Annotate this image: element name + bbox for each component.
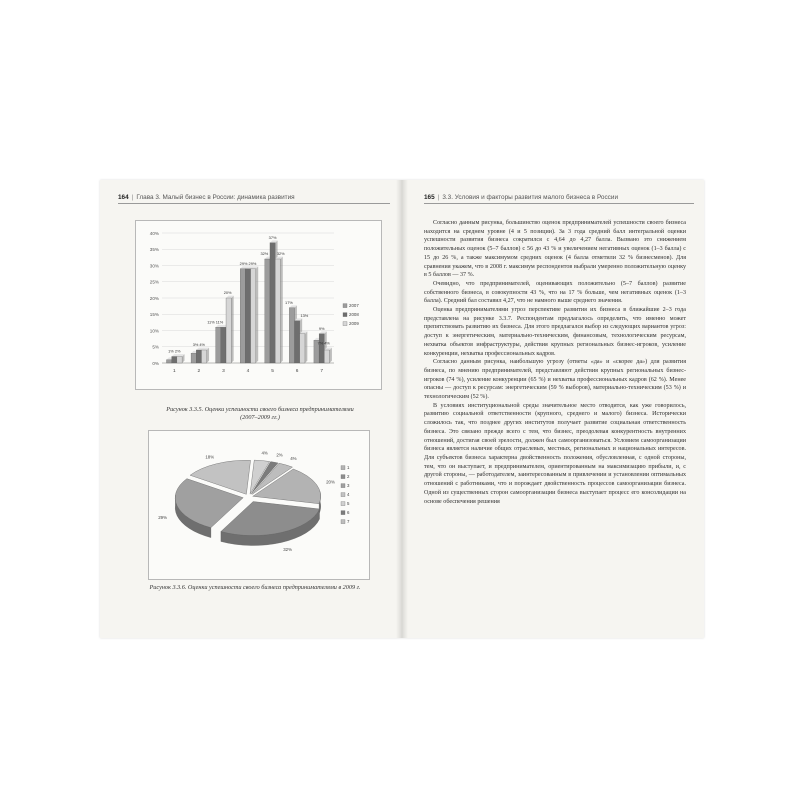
y-tick-label: 30% xyxy=(149,263,159,269)
x-tick-label: 3 xyxy=(222,369,225,374)
legend-label: 5 xyxy=(347,501,350,506)
legend-label: 6 xyxy=(347,510,350,515)
pie-chart xyxy=(148,430,370,580)
caption-line-2: (2007–2009 гг.) xyxy=(240,414,280,421)
bar xyxy=(295,321,300,363)
bar xyxy=(226,298,231,363)
y-tick-label: 15% xyxy=(149,312,159,318)
left-page xyxy=(100,180,400,638)
bar xyxy=(240,269,245,363)
legend-label: 3 xyxy=(347,483,350,488)
data-label: 11% 11% xyxy=(207,319,224,325)
bar-side xyxy=(231,296,233,363)
paragraph: Согласно данным рисунка, наибольшую угрозу (ответы «да» и «скорее да») для развития бизнеса, по мнению предпринимателей, представляют действия крупных региональных бизнес-игроков (74 %), усиление конкуренции (65 %) и нехватка профессиональных кадров (62 %). Менее опасны — доступ к ресурсам: энергетическим (59 % выборов), материально-техническим (53 %) и технологическим (52 %). xyxy=(424,359,686,401)
paragraph: Очевидно, что предпринимателей, оценивающих положительно (5–7 баллов) развитие собственного бизнеса, в совокупности 43 %, что на 17 % больше, чем негативных оценок (1–3 балла). Средний бал составил 4,27, что не намного выше среднего значения. xyxy=(424,280,686,305)
bar xyxy=(319,334,324,363)
running-head-separator: | xyxy=(437,194,440,201)
bar-side xyxy=(305,331,307,363)
y-tick-label: 5% xyxy=(152,344,159,350)
bar xyxy=(177,357,182,364)
y-tick-label: 35% xyxy=(149,247,159,253)
data-label: 7% 4% xyxy=(317,340,330,346)
x-tick-label: 2 xyxy=(197,369,201,374)
right-page xyxy=(404,180,704,638)
running-head-right xyxy=(424,194,694,204)
legend-swatch xyxy=(341,484,345,488)
legend-label: 2008 xyxy=(349,312,359,317)
data-label: 37% xyxy=(268,234,277,240)
page-number: 165 xyxy=(424,194,435,201)
pie-value-label: 20% xyxy=(326,479,335,485)
bar xyxy=(251,269,256,363)
bar xyxy=(300,334,305,363)
bar xyxy=(245,269,250,363)
y-tick-label: 10% xyxy=(149,328,159,334)
bar xyxy=(289,308,294,363)
pie-value-label: 29% xyxy=(158,515,168,521)
bar xyxy=(172,357,177,364)
data-label: 20% xyxy=(223,290,232,295)
y-tick-label: 20% xyxy=(149,295,159,301)
pie-value-label: 32% xyxy=(283,546,292,552)
bar xyxy=(166,360,171,363)
data-label: 29% 29% xyxy=(239,260,257,266)
figure-caption-2: Рисунок 3.3.6. Оценки успешности своего бизнеса предпринимателями в 2009 г. xyxy=(149,584,361,591)
legend-label: 7 xyxy=(347,519,350,524)
data-label: 13% xyxy=(300,312,309,318)
bar xyxy=(270,243,275,363)
y-tick-label: 40% xyxy=(149,230,159,236)
pie-value-label: 18% xyxy=(205,454,215,460)
y-tick-label: 25% xyxy=(149,279,159,285)
bar xyxy=(201,350,206,363)
legend-swatch xyxy=(341,466,345,470)
bar-chart-svg xyxy=(136,221,381,389)
x-tick-label: 4 xyxy=(246,369,250,374)
bar-side xyxy=(330,348,332,363)
legend-swatch xyxy=(343,322,347,326)
legend-swatch xyxy=(341,520,345,524)
x-tick-label: 7 xyxy=(320,369,324,374)
pie-value-label: 2% xyxy=(276,452,283,458)
bar-side xyxy=(256,266,258,363)
caption-line-1: Рисунок 3.3.5. Оценки успешности своего бизнеса предпринимателями xyxy=(166,406,354,413)
data-label: 3% 4% xyxy=(192,342,206,347)
bar xyxy=(221,327,226,363)
body-text xyxy=(424,219,686,506)
pie-chart-svg xyxy=(149,431,369,579)
legend-label: 2007 xyxy=(349,303,359,308)
legend-swatch xyxy=(341,493,345,497)
pie-value-label: 4% xyxy=(290,455,297,461)
bar-side xyxy=(280,257,282,363)
legend-label: 2009 xyxy=(349,321,359,326)
pie-value-label: 4% xyxy=(261,450,268,456)
page-number: 164 xyxy=(118,194,129,201)
legend-swatch xyxy=(341,511,345,515)
paragraph: Оценка предпринимателями угроз перспективе развития их бизнеса в ближайшие 2–3 года представлена на рисунке 3.3.7. Респондентам предлагалось определить, что именно может препятствовать развитию их бизнеса. Для этого предлагался выбор из следующих вариантов угроз: доступ к энергетическим, материально-техническим, финансовым, технологическим ресурсам, нехватка объектов инфраструктуры, действия крупных региональных бизнес-игроков, усиление конкуренции, нехватка профессиональных кадров. xyxy=(424,307,686,357)
data-label: 17% xyxy=(285,299,293,305)
paragraph: В условиях институциональной среды значительное место отводится, как уже говорилось, развитию социальной ответственности (крупного, среднего и малого) бизнеса. Исторически сложилось так, что позднее других институтов получает развитие социальная ответственность бизнеса. Это связано прежде всего с тем, что бизнес, преодолевая конкурентность внутренних отношений, достигая своей зрелости, должен был самоорганизоваться. Условием самоорганизации бизнеса является наличие общих отраслевых, местных, региональных и национальных интересов. Для субъектов бизнеса характерна двойственность положения, обусловленная, с одной стороны, тем, что он выступает, и предпринимателем, ориентированным на максимизацию прибыли, и, с другой стороны, — работодателем, заинтересованным в привлечении и установлении оптимальных отношений с работниками, что и порождает двойственность процессов самоорганизации бизнеса. Одной из существенных сторон самоорганизации бизнеса выступает процесс его консолидации на основе обеспечения решения xyxy=(424,402,686,505)
book-spread xyxy=(100,180,704,638)
bar-chart xyxy=(135,220,382,390)
data-label: 32% xyxy=(276,251,285,256)
data-label: 9% xyxy=(318,325,325,331)
legend-swatch xyxy=(343,313,347,317)
legend-swatch xyxy=(343,304,347,308)
x-tick-label: 1 xyxy=(172,369,176,374)
bar xyxy=(275,259,280,363)
running-head-left xyxy=(118,194,390,204)
bar-side xyxy=(207,348,209,363)
legend-label: 2 xyxy=(347,474,350,479)
bar xyxy=(196,350,201,363)
data-label: 32% xyxy=(260,251,269,256)
running-head-separator: | xyxy=(131,194,134,201)
legend-label: 4 xyxy=(347,492,350,497)
legend-label: 1 xyxy=(347,465,350,470)
bar xyxy=(265,259,270,363)
data-label: 1% 2% xyxy=(168,348,181,354)
chapter-title: Глава 3. Малый бизнес в России: динамика развития xyxy=(136,194,295,201)
paragraph: Согласно данным рисунка, большинство оценок предпринимателей успешности своего бизнеса находится на среднем уровне (4 и 5 позиции). За 3 года средний балл интегральной оценки успешности развития бизнеса сократился с 4,64 до 4,27 балла. Вызвано это снижением положительных оценок (5–7 баллов) с 56 до 43 % и увеличением негативных оценок (1–3 балла) с 15 до 26 %, а также максимумом средних оценок (4 балла отметили 32 % бизнесменов). Для сравнения укажем, что в 2008 г. максимум респондентов выбрали умеренно положительную оценку в 5 баллов — 37 %. xyxy=(424,220,686,279)
x-tick-label: 6 xyxy=(295,369,299,374)
x-tick-label: 5 xyxy=(271,369,274,374)
section-title: 3.3. Условия и факторы развития малого бизнеса в России xyxy=(442,194,619,201)
y-tick-label: 0% xyxy=(152,360,159,366)
legend-swatch xyxy=(341,475,345,479)
legend-swatch xyxy=(341,502,345,506)
bar xyxy=(191,353,196,363)
bar xyxy=(216,327,221,363)
figure-caption-1 xyxy=(130,406,390,422)
bar xyxy=(324,350,329,363)
